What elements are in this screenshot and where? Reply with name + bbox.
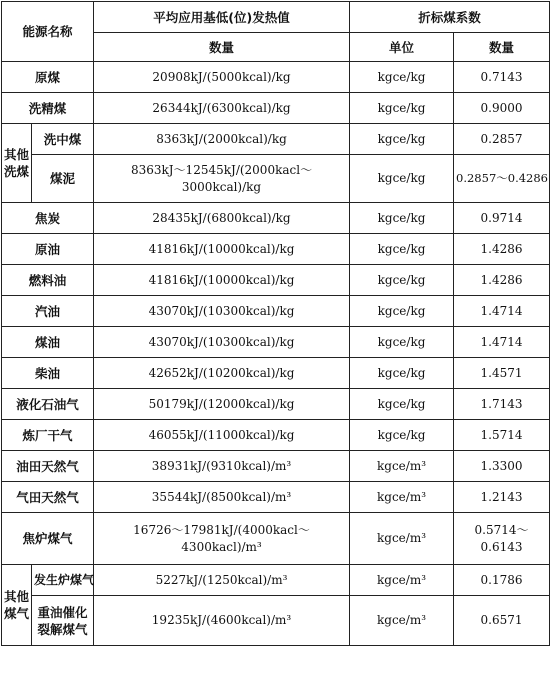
coef-value: 1.4286 bbox=[454, 265, 550, 296]
energy-name: 焦炭 bbox=[2, 203, 94, 234]
header-energy-name: 能源名称 bbox=[2, 2, 94, 62]
energy-name: 煤泥 bbox=[32, 155, 94, 203]
heat-value: 5227kJ/(1250kcal)/m³ bbox=[94, 565, 350, 596]
energy-name: 原煤 bbox=[2, 62, 94, 93]
coef-value: 1.2143 bbox=[454, 482, 550, 513]
heat-value: 35544kJ/(8500kcal)/m³ bbox=[94, 482, 350, 513]
energy-name: 煤油 bbox=[2, 327, 94, 358]
header-row bbox=[2, 2, 550, 33]
unit: kgce/kg bbox=[350, 327, 454, 358]
subheader-quantity: 数量 bbox=[94, 33, 350, 62]
coef-value: 1.4714 bbox=[454, 327, 550, 358]
unit: kgce/m³ bbox=[350, 482, 454, 513]
subheader-unit: 单位 bbox=[350, 33, 454, 62]
table-row bbox=[2, 389, 550, 420]
heat-value: 43070kJ/(10300kcal)/kg bbox=[94, 327, 350, 358]
energy-name: 炼厂干气 bbox=[2, 420, 94, 451]
unit: kgce/kg bbox=[350, 124, 454, 155]
heat-value: 46055kJ/(11000kcal)/kg bbox=[94, 420, 350, 451]
heat-line-2: 3000kcal)/kg bbox=[181, 179, 262, 194]
heat-value: 43070kJ/(10300kcal)/kg bbox=[94, 296, 350, 327]
table-row bbox=[2, 482, 550, 513]
heat-value: 42652kJ/(10200kcal)/kg bbox=[94, 358, 350, 389]
energy-name: 发生炉煤气 bbox=[32, 565, 94, 596]
coef-line-2: 0.6143 bbox=[480, 539, 523, 554]
heat-line-1: 16726～17981kJ/(4000kacl～ bbox=[133, 522, 310, 537]
table-row bbox=[2, 296, 550, 327]
coef-value: 0.2857 bbox=[454, 124, 550, 155]
header-heat-value: 平均应用基低(位)发热值 bbox=[94, 2, 350, 33]
heat-value: 20908kJ/(5000kcal)/kg bbox=[94, 62, 350, 93]
heat-line-1: 8363kJ～12545kJ/(2000kacl～ bbox=[130, 162, 313, 177]
table-row bbox=[2, 203, 550, 234]
energy-name: 汽油 bbox=[2, 296, 94, 327]
heat-value: 38931kJ/(9310kcal)/m³ bbox=[94, 451, 350, 482]
heat-value: 28435kJ/(6800kcal)/kg bbox=[94, 203, 350, 234]
table-row bbox=[2, 451, 550, 482]
energy-name: 油田天然气 bbox=[2, 451, 94, 482]
energy-name: 液化石油气 bbox=[2, 389, 94, 420]
unit: kgce/kg bbox=[350, 234, 454, 265]
group-label-other-washed: 其他洗煤 bbox=[2, 124, 32, 203]
heat-value: 8363kJ/(2000kcal)/kg bbox=[94, 124, 350, 155]
unit: kgce/kg bbox=[350, 203, 454, 234]
heat-value: 41816kJ/(10000kcal)/kg bbox=[94, 234, 350, 265]
name-line-2: 裂解煤气 bbox=[37, 621, 88, 637]
table-row bbox=[2, 155, 550, 203]
unit: kgce/m³ bbox=[350, 596, 454, 646]
group-label-other-gas: 其他煤气 bbox=[2, 565, 32, 646]
unit: kgce/kg bbox=[350, 420, 454, 451]
heat-value: 19235kJ/(4600kcal)/m³ bbox=[94, 596, 350, 646]
unit: kgce/kg bbox=[350, 93, 454, 124]
coef-value: 0.1786 bbox=[454, 565, 550, 596]
heat-line-2: 4300kacl)/m³ bbox=[181, 539, 262, 554]
unit: kgce/m³ bbox=[350, 565, 454, 596]
coef-value: 0.9714 bbox=[454, 203, 550, 234]
table-row bbox=[2, 565, 550, 596]
coef-value: 0.2857～0.4286 bbox=[454, 155, 550, 203]
unit: kgce/kg bbox=[350, 62, 454, 93]
energy-name: 洗精煤 bbox=[2, 93, 94, 124]
heat-value: 41816kJ/(10000kcal)/kg bbox=[94, 265, 350, 296]
table-row bbox=[2, 513, 550, 565]
energy-name: 焦炉煤气 bbox=[2, 513, 94, 565]
coef-value: 1.4714 bbox=[454, 296, 550, 327]
energy-name: 燃料油 bbox=[2, 265, 94, 296]
coef-value: 1.4571 bbox=[454, 358, 550, 389]
name-line-1: 重油催化 bbox=[37, 604, 88, 620]
heat-value bbox=[94, 513, 350, 565]
heat-value: 50179kJ/(12000kcal)/kg bbox=[94, 389, 350, 420]
conversion-table bbox=[1, 1, 550, 646]
table-row bbox=[2, 124, 550, 155]
coef-value: 0.9000 bbox=[454, 93, 550, 124]
coef-value: 1.3300 bbox=[454, 451, 550, 482]
energy-name bbox=[32, 596, 94, 646]
energy-name: 原油 bbox=[2, 234, 94, 265]
energy-name: 洗中煤 bbox=[32, 124, 94, 155]
energy-name: 柴油 bbox=[2, 358, 94, 389]
unit: kgce/m³ bbox=[350, 451, 454, 482]
table-row bbox=[2, 327, 550, 358]
unit: kgce/kg bbox=[350, 296, 454, 327]
unit: kgce/kg bbox=[350, 358, 454, 389]
unit: kgce/kg bbox=[350, 265, 454, 296]
table-row bbox=[2, 62, 550, 93]
table-row bbox=[2, 234, 550, 265]
subheader-coef-quantity: 数量 bbox=[454, 33, 550, 62]
coef-value: 1.4286 bbox=[454, 234, 550, 265]
coef-value: 0.7143 bbox=[454, 62, 550, 93]
coef-line-1: 0.5714～ bbox=[474, 522, 529, 537]
unit: kgce/kg bbox=[350, 389, 454, 420]
unit: kgce/kg bbox=[350, 155, 454, 203]
energy-name: 气田天然气 bbox=[2, 482, 94, 513]
coef-value: 1.7143 bbox=[454, 389, 550, 420]
table-row bbox=[2, 420, 550, 451]
table-row bbox=[2, 596, 550, 646]
heat-value bbox=[94, 155, 350, 203]
heat-value: 26344kJ/(6300kcal)/kg bbox=[94, 93, 350, 124]
table-row bbox=[2, 93, 550, 124]
coef-value: 1.5714 bbox=[454, 420, 550, 451]
coef-value bbox=[454, 513, 550, 565]
unit: kgce/m³ bbox=[350, 513, 454, 565]
header-conversion-coef: 折标煤系数 bbox=[350, 2, 550, 33]
table-row bbox=[2, 358, 550, 389]
table-row bbox=[2, 265, 550, 296]
coef-value: 0.6571 bbox=[454, 596, 550, 646]
